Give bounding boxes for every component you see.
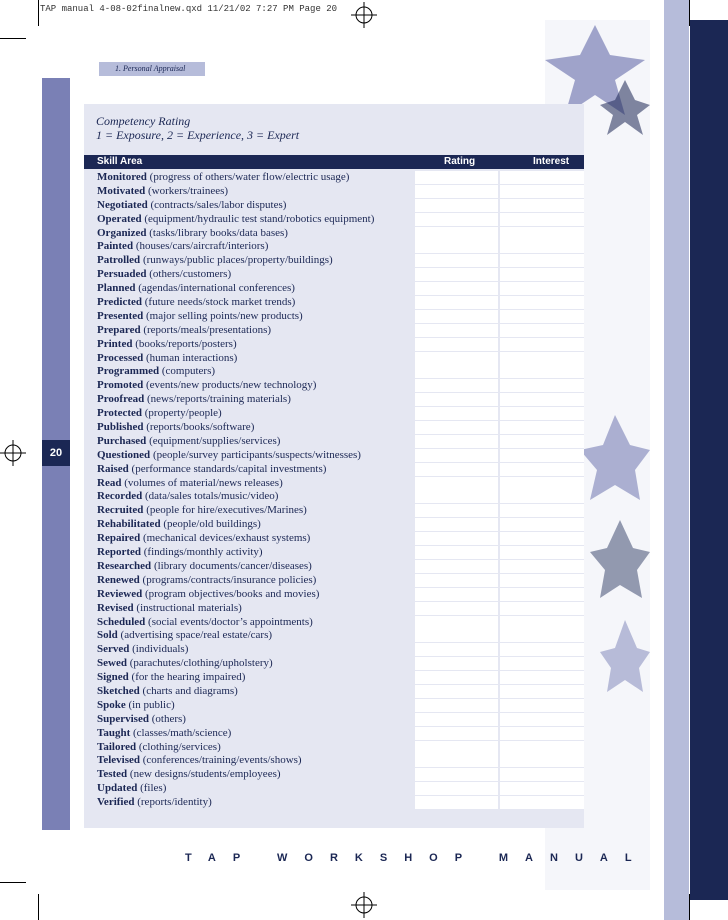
- skill-verb: Questioned: [97, 448, 151, 461]
- table-row: [84, 629, 584, 643]
- interest-cell[interactable]: [500, 741, 584, 754]
- rating-cell[interactable]: [415, 213, 498, 226]
- page-number: 20: [42, 440, 70, 466]
- skill-verb: Televised: [97, 754, 140, 767]
- rating-cell[interactable]: [415, 796, 498, 809]
- skill-label: [97, 796, 212, 810]
- table-row: [84, 741, 584, 755]
- rating-cell[interactable]: [415, 657, 498, 670]
- skill-detail: (equipment/supplies/services): [146, 434, 281, 447]
- interest-cell[interactable]: [500, 671, 584, 684]
- skill-label: [97, 588, 319, 602]
- rating-cell[interactable]: [415, 490, 498, 503]
- rating-cell[interactable]: [415, 768, 498, 781]
- rating-cell[interactable]: [415, 546, 498, 559]
- table-row: [84, 602, 584, 616]
- crop-mark: [38, 894, 39, 920]
- skill-detail: (volumes of material/news releases): [121, 476, 283, 489]
- skill-table-body: [84, 171, 584, 810]
- skill-verb: Patrolled: [97, 254, 141, 267]
- rating-cell[interactable]: [415, 504, 498, 517]
- skill-verb: Reviewed: [97, 587, 143, 600]
- interest-cell[interactable]: [500, 560, 584, 573]
- table-row: [84, 490, 584, 504]
- decorative-stripe: [690, 20, 728, 900]
- interest-cell[interactable]: [500, 379, 584, 392]
- header-interest: Interest: [533, 156, 570, 167]
- rating-cell[interactable]: [415, 629, 498, 642]
- skill-verb: Read: [97, 476, 122, 489]
- table-row: [84, 713, 584, 727]
- skill-verb: Raised: [97, 462, 129, 475]
- skill-label: [97, 352, 237, 366]
- skill-verb: Persuaded: [97, 268, 147, 281]
- skill-detail: (books/reports/posters): [132, 337, 237, 350]
- rating-cell[interactable]: [415, 282, 498, 295]
- skill-label: [97, 268, 231, 282]
- skill-verb: Programmed: [97, 365, 160, 378]
- interest-cell[interactable]: [500, 518, 584, 531]
- interest-cell[interactable]: [500, 643, 584, 656]
- skill-detail: (runways/public places/property/buildings): [140, 254, 333, 267]
- interest-cell[interactable]: [500, 504, 584, 517]
- table-row: [84, 240, 584, 254]
- rating-cell[interactable]: [415, 379, 498, 392]
- interest-cell[interactable]: [500, 574, 584, 587]
- rating-cell[interactable]: [415, 171, 498, 184]
- skill-detail: (people/survey participants/suspects/witnesses): [150, 448, 361, 461]
- skill-label: [97, 171, 349, 185]
- interest-cell[interactable]: [500, 254, 584, 267]
- interest-cell[interactable]: [500, 352, 584, 365]
- skill-verb: Recruited: [97, 504, 144, 517]
- interest-cell[interactable]: [500, 310, 584, 323]
- skill-detail: (charts and diagrams): [139, 684, 238, 697]
- skill-detail: (findings/monthly activity): [141, 546, 263, 559]
- skill-verb: Renewed: [97, 573, 140, 586]
- interest-cell[interactable]: [500, 393, 584, 406]
- table-row: [84, 699, 584, 713]
- rating-cell[interactable]: [415, 407, 498, 420]
- table-row: [84, 268, 584, 282]
- table-row: [84, 796, 584, 810]
- skill-label: [97, 643, 188, 657]
- skill-label: [97, 699, 175, 713]
- skill-detail: (agendas/international conferences): [135, 282, 295, 295]
- skill-detail: (data/sales totals/music/video): [142, 490, 279, 503]
- skill-detail: (social events/doctor’s appointments): [145, 615, 313, 628]
- interest-cell[interactable]: [500, 602, 584, 615]
- table-row: [84, 546, 584, 560]
- skill-verb: Protected: [97, 407, 142, 420]
- interest-cell[interactable]: [500, 227, 584, 240]
- interest-cell[interactable]: [500, 435, 584, 448]
- table-row: [84, 352, 584, 366]
- crop-mark: [0, 882, 26, 883]
- registration-mark-icon: [351, 892, 377, 918]
- table-row: [84, 643, 584, 657]
- skill-detail: (in public): [125, 698, 175, 711]
- interest-cell[interactable]: [500, 296, 584, 309]
- skill-label: [97, 435, 280, 449]
- skill-label: [97, 477, 283, 491]
- rating-cell[interactable]: [415, 643, 498, 656]
- rating-cell[interactable]: [415, 463, 498, 476]
- header-skill-area: Skill Area: [97, 156, 143, 167]
- skill-verb: Supervised: [97, 712, 149, 725]
- rating-cell[interactable]: [415, 741, 498, 754]
- interest-cell[interactable]: [500, 421, 584, 434]
- skill-verb: Proofread: [97, 393, 145, 406]
- skill-verb: Sketched: [97, 684, 140, 697]
- skill-detail: (people for hire/executives/Marines): [143, 504, 307, 517]
- interest-cell[interactable]: [500, 588, 584, 601]
- skill-verb: Processed: [97, 351, 144, 364]
- skill-detail: (files): [137, 782, 167, 795]
- skill-label: [97, 546, 263, 560]
- rating-cell[interactable]: [415, 754, 498, 767]
- skill-label: [97, 310, 303, 324]
- table-row: [84, 532, 584, 546]
- skill-label: [97, 532, 310, 546]
- skill-detail: (contracts/sales/labor disputes): [147, 198, 287, 211]
- skill-verb: Promoted: [97, 379, 144, 392]
- table-row: [84, 754, 584, 768]
- rating-cell[interactable]: [415, 310, 498, 323]
- skill-verb: Presented: [97, 309, 144, 322]
- skill-detail: (news/reports/training materials): [144, 393, 291, 406]
- interest-cell[interactable]: [500, 463, 584, 476]
- table-row: [84, 296, 584, 310]
- table-row: [84, 185, 584, 199]
- skill-label: [97, 282, 295, 296]
- skill-label: [97, 685, 238, 699]
- interest-cell[interactable]: [500, 532, 584, 545]
- skill-verb: Taught: [97, 726, 131, 739]
- skill-detail: (property/people): [142, 407, 222, 420]
- skill-verb: Served: [97, 643, 130, 656]
- skill-label: [97, 560, 312, 574]
- header-rating: Rating: [444, 156, 476, 167]
- table-row: [84, 227, 584, 241]
- skill-detail: (program objectives/books and movies): [142, 587, 320, 600]
- table-row: [84, 254, 584, 268]
- skill-detail: (major selling points/new products): [143, 309, 303, 322]
- skill-label: [97, 518, 261, 532]
- interest-cell[interactable]: [500, 782, 584, 795]
- skill-verb: Spoke: [97, 698, 126, 711]
- interest-cell[interactable]: [500, 657, 584, 670]
- table-row: [84, 657, 584, 671]
- skill-detail: (reports/meals/presentations): [140, 323, 272, 336]
- rating-cell[interactable]: [415, 588, 498, 601]
- rating-cell[interactable]: [415, 268, 498, 281]
- skill-label: [97, 407, 222, 421]
- table-row: [84, 449, 584, 463]
- interest-cell[interactable]: [500, 268, 584, 281]
- skill-verb: Sewed: [97, 657, 127, 670]
- printer-slug: TAP manual 4-08-02finalnew.qxd 11/21/02 7:27 PM Page 20: [40, 4, 338, 14]
- rating-cell[interactable]: [415, 393, 498, 406]
- skill-label: [97, 463, 326, 477]
- skill-detail: (reports/identity): [134, 796, 212, 809]
- table-row: [84, 338, 584, 352]
- skill-verb: Printed: [97, 337, 133, 350]
- skill-detail: (others/customers): [146, 268, 232, 281]
- rating-cell[interactable]: [415, 699, 498, 712]
- skill-verb: Operated: [97, 212, 142, 225]
- registration-mark-icon: [0, 440, 26, 466]
- skill-label: [97, 741, 221, 755]
- interest-cell[interactable]: [500, 171, 584, 184]
- table-row: [84, 477, 584, 491]
- skill-detail: (houses/cars/aircraft/interiors): [133, 240, 269, 253]
- table-row: [84, 379, 584, 393]
- decorative-stripe: [664, 0, 689, 920]
- skill-label: [97, 782, 166, 796]
- skill-detail: (clothing/services): [136, 740, 221, 753]
- table-row: [84, 727, 584, 741]
- interest-cell[interactable]: [500, 185, 584, 198]
- skill-detail: (reports/books/software): [143, 421, 255, 434]
- skill-detail: (workers/trainees): [145, 184, 229, 197]
- table-row: [84, 685, 584, 699]
- interest-cell[interactable]: [500, 796, 584, 809]
- skill-label: [97, 768, 281, 782]
- table-row: [84, 435, 584, 449]
- skill-detail: (people/old buildings): [160, 518, 261, 531]
- skill-detail: (equipment/hydraulic test stand/robotics equipment): [141, 212, 375, 225]
- skill-detail: (others): [148, 712, 186, 725]
- interest-cell[interactable]: [500, 699, 584, 712]
- skill-label: [97, 671, 245, 685]
- interest-cell[interactable]: [500, 282, 584, 295]
- table-row: [84, 588, 584, 602]
- table-header: [84, 155, 584, 169]
- skill-label: [97, 713, 186, 727]
- skill-label: [97, 393, 291, 407]
- competency-rating-title: Competency Rating: [96, 114, 191, 128]
- table-row: [84, 171, 584, 185]
- interest-cell[interactable]: [500, 324, 584, 337]
- table-row: [84, 574, 584, 588]
- skill-label: [97, 185, 228, 199]
- skill-verb: Scheduled: [97, 615, 146, 628]
- crop-mark: [38, 0, 39, 26]
- rating-cell[interactable]: [415, 685, 498, 698]
- table-row: [84, 365, 584, 379]
- skill-detail: (new designs/students/employees): [127, 768, 281, 781]
- interest-cell[interactable]: [500, 754, 584, 767]
- table-row: [84, 407, 584, 421]
- skill-verb: Purchased: [97, 434, 147, 447]
- table-row: [84, 310, 584, 324]
- skill-label: [97, 657, 273, 671]
- rating-cell[interactable]: [415, 199, 498, 212]
- rating-cell[interactable]: [415, 574, 498, 587]
- table-row: [84, 393, 584, 407]
- skill-verb: Repaired: [97, 532, 141, 545]
- skill-detail: (mechanical devices/exhaust systems): [140, 532, 311, 545]
- skill-label: [97, 629, 272, 643]
- section-tab: 1. Personal Appraisal: [99, 62, 205, 76]
- skill-detail: (programs/contracts/insurance policies): [139, 573, 317, 586]
- skill-label: [97, 199, 286, 213]
- skill-detail: (human interactions): [143, 351, 238, 364]
- skill-detail: (computers): [159, 365, 216, 378]
- skill-label: [97, 296, 295, 310]
- skill-verb: Updated: [97, 782, 138, 795]
- interest-cell[interactable]: [500, 685, 584, 698]
- skill-label: [97, 727, 231, 741]
- skill-detail: (performance standards/capital investments): [128, 462, 327, 475]
- skill-label: [97, 324, 271, 338]
- rating-cell[interactable]: [415, 352, 498, 365]
- skill-verb: Prepared: [97, 323, 141, 336]
- skill-label: [97, 602, 242, 616]
- skill-label: [97, 449, 361, 463]
- skill-label: [97, 338, 237, 352]
- skill-verb: Predicted: [97, 296, 143, 309]
- skill-verb: Painted: [97, 240, 134, 253]
- table-row: [84, 616, 584, 630]
- rating-cell[interactable]: [415, 435, 498, 448]
- rating-cell[interactable]: [415, 532, 498, 545]
- rating-cell[interactable]: [415, 602, 498, 615]
- skill-verb: Researched: [97, 559, 152, 572]
- skill-detail: (tasks/library books/data bases): [146, 226, 288, 239]
- skill-detail: (advertising space/real estate/cars): [117, 629, 273, 642]
- skill-verb: Motivated: [97, 184, 146, 197]
- skill-detail: (parachutes/clothing/upholstery): [126, 657, 273, 670]
- rating-cell[interactable]: [415, 185, 498, 198]
- table-row: [84, 671, 584, 685]
- table-row: [84, 421, 584, 435]
- skill-detail: (instructional materials): [133, 601, 242, 614]
- rating-cell[interactable]: [415, 421, 498, 434]
- table-row: [84, 213, 584, 227]
- interest-cell[interactable]: [500, 449, 584, 462]
- table-row: [84, 282, 584, 296]
- skill-verb: Recorded: [97, 490, 143, 503]
- skill-verb: Verified: [97, 796, 135, 809]
- interest-cell[interactable]: [500, 213, 584, 226]
- table-row: [84, 463, 584, 477]
- skill-label: [97, 754, 302, 768]
- skill-verb: Tailored: [97, 740, 137, 753]
- skill-verb: Sold: [97, 629, 118, 642]
- table-row: [84, 560, 584, 574]
- interest-cell[interactable]: [500, 365, 584, 378]
- skill-verb: Published: [97, 421, 144, 434]
- footer-title: TAP WORKSHOP MANUAL: [185, 852, 649, 864]
- rating-cell[interactable]: [415, 324, 498, 337]
- interest-cell[interactable]: [500, 338, 584, 351]
- rating-cell[interactable]: [415, 240, 498, 253]
- skill-label: [97, 490, 278, 504]
- skill-verb: Tested: [97, 768, 128, 781]
- rating-cell[interactable]: [415, 477, 498, 490]
- skill-label: [97, 504, 307, 518]
- rating-cell[interactable]: [415, 671, 498, 684]
- table-row: [84, 504, 584, 518]
- skill-detail: (progress of others/water flow/electric usage): [146, 171, 350, 183]
- skill-label: [97, 365, 215, 379]
- skill-detail: (library documents/cancer/diseases): [151, 559, 312, 572]
- skill-label: [97, 616, 313, 630]
- skill-detail: (conferences/training/events/shows): [140, 754, 302, 767]
- skill-detail: (individuals): [129, 643, 189, 656]
- table-row: [84, 782, 584, 796]
- competency-rating-scale: 1 = Exposure, 2 = Experience, 3 = Expert: [96, 128, 300, 142]
- rating-cell[interactable]: [415, 227, 498, 240]
- crop-mark: [0, 38, 26, 39]
- rating-cell[interactable]: [415, 254, 498, 267]
- skill-verb: Reported: [97, 546, 141, 559]
- interest-cell[interactable]: [500, 629, 584, 642]
- skill-verb: Revised: [97, 601, 134, 614]
- skill-label: [97, 379, 316, 393]
- rating-cell[interactable]: [415, 365, 498, 378]
- interest-cell[interactable]: [500, 713, 584, 726]
- skill-detail: (classes/math/science): [130, 726, 232, 739]
- skill-label: [97, 227, 288, 241]
- interest-cell[interactable]: [500, 199, 584, 212]
- interest-cell[interactable]: [500, 768, 584, 781]
- skill-verb: Negotiated: [97, 198, 148, 211]
- table-row: [84, 768, 584, 782]
- skill-verb: Monitored: [97, 171, 147, 183]
- rating-cell[interactable]: [415, 782, 498, 795]
- skill-verb: Signed: [97, 671, 129, 684]
- skill-verb: Organized: [97, 226, 147, 239]
- skill-label: [97, 213, 374, 227]
- skill-detail: (for the hearing impaired): [128, 671, 246, 684]
- skill-label: [97, 254, 333, 268]
- interest-cell[interactable]: [500, 407, 584, 420]
- skill-verb: Planned: [97, 282, 136, 295]
- table-row: [84, 518, 584, 532]
- skill-label: [97, 574, 316, 588]
- rating-cell[interactable]: [415, 616, 498, 629]
- skill-label: [97, 240, 268, 254]
- rating-cell[interactable]: [415, 727, 498, 740]
- rating-cell[interactable]: [415, 449, 498, 462]
- skill-detail: (future needs/stock market trends): [142, 296, 296, 309]
- interest-cell[interactable]: [500, 240, 584, 253]
- rating-cell[interactable]: [415, 338, 498, 351]
- interest-cell[interactable]: [500, 490, 584, 503]
- interest-cell[interactable]: [500, 616, 584, 629]
- interest-cell[interactable]: [500, 727, 584, 740]
- rating-cell[interactable]: [415, 296, 498, 309]
- skill-detail: (events/new products/new technology): [143, 379, 317, 392]
- table-row: [84, 199, 584, 213]
- interest-cell[interactable]: [500, 546, 584, 559]
- registration-mark-icon: [351, 2, 377, 28]
- skill-label: [97, 421, 254, 435]
- rating-cell[interactable]: [415, 518, 498, 531]
- skill-verb: Rehabilitated: [97, 518, 161, 531]
- interest-cell[interactable]: [500, 477, 584, 490]
- rating-cell[interactable]: [415, 713, 498, 726]
- table-row: [84, 324, 584, 338]
- rating-cell[interactable]: [415, 560, 498, 573]
